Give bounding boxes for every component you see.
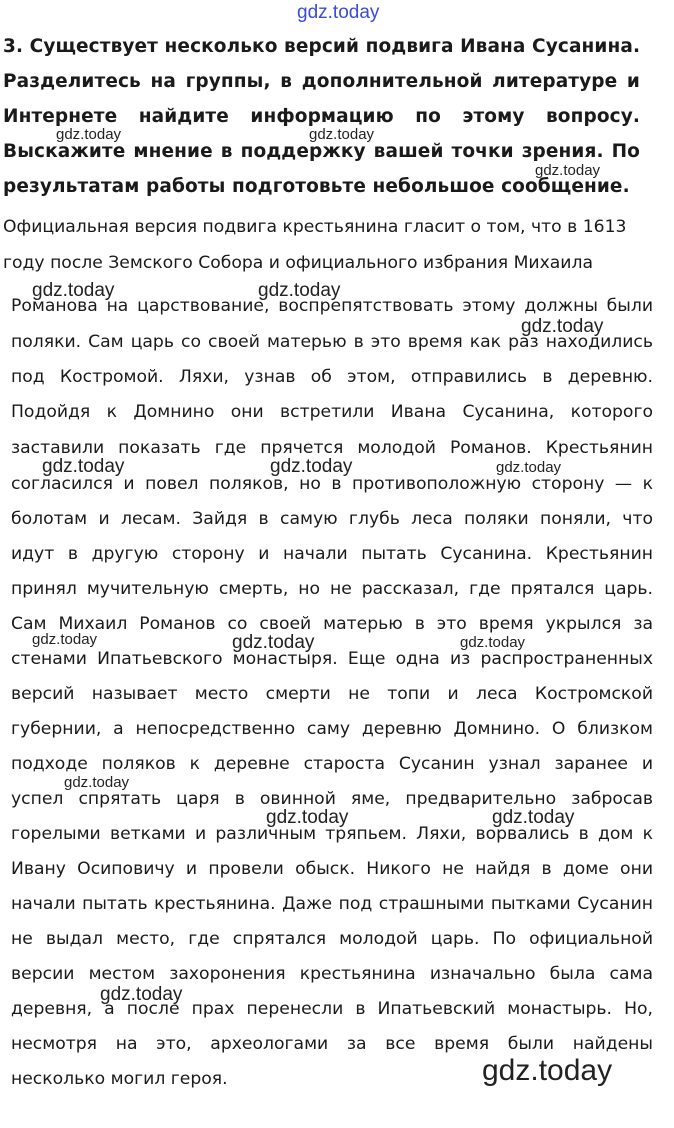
watermark: gdz.today (266, 807, 349, 828)
answer-line: под Костромой. Ляхи, узнав об этом, отправились в деревню. (11, 367, 653, 387)
answer-line: губернии, а непосредственно саму деревню Домнино. О близком (11, 719, 653, 739)
watermark: gdz.today (258, 280, 341, 301)
answer-line: принял мучительную смерть, но не рассказал, где прятался царь. (11, 579, 653, 599)
answer-line: Подойдя к Домнино они встретили Ивана Сусанина, которого (11, 402, 653, 422)
answer-line: горелыми ветками и различным тряпьем. Ляхи, ворвались в дом к (11, 824, 653, 844)
watermark: gdz.today (496, 459, 562, 476)
answer-line: Ивану Осиповичу и провели обыск. Никого не найдя в доме они (11, 859, 653, 879)
answer-line: болотам и лесам. Зайдя в самую глубь леса поляки поняли, что (11, 509, 653, 529)
answer-line: версий называет место смерти не топи и леса Костромской (11, 684, 653, 704)
watermark: gdz.today (535, 162, 601, 179)
answer-line: Сам Михаил Романов со своей матерью в это время укрылся за (11, 614, 653, 634)
watermark: gdz.today (32, 631, 98, 648)
watermark: gdz.today (492, 807, 575, 828)
answer-line: начали пытать крестьянина. Даже под страшными пытками Сусанин (11, 894, 653, 914)
watermark: gdz.today (64, 774, 130, 791)
watermark: gdz.today (270, 456, 353, 477)
answer-line: успел спрятать царя в овинной яме, предварительно забросав (11, 789, 653, 809)
answer-line: Официальная версия подвига крестьянина гласит о том, что в 1613 (3, 217, 627, 237)
answer-line: согласился и повел поляков, но в противоположную сторону — к (11, 474, 653, 494)
watermark: gdz.today (232, 632, 315, 653)
answer-line: несколько могил героя. (11, 1069, 228, 1089)
task-line: Интернете найдите информацию по этому вопросу. (3, 106, 640, 127)
answer-line: подходе поляков к деревне староста Сусанин узнал заранее и (11, 754, 653, 774)
task-line: 3. Существует несколько версий подвига Ивана Сусанина. (3, 36, 641, 57)
watermark: gdz.today (56, 126, 122, 143)
answer-line: поляки. Сам царь со своей матерью в это время как раз находились (11, 332, 653, 352)
answer-line: году после Земского Собора и официального избрания Михаила (3, 253, 593, 273)
watermark-large: gdz.today (482, 1054, 613, 1087)
watermark: gdz.today (32, 280, 115, 301)
task-line: Разделитесь на группы, в дополнительной литературе и (3, 71, 640, 92)
watermark: gdz.today (100, 984, 183, 1005)
answer-line: Романова на царствование, воспрепятствовать этому должны были (11, 296, 653, 316)
answer-line: несмотря на это, археологами за все время были найдены (11, 1034, 653, 1054)
watermark: gdz.today (42, 456, 125, 477)
watermark: gdz.today (309, 126, 375, 143)
answer-line: идут в другую сторону и начали пытать Сусанина. Крестьянин (11, 544, 653, 564)
answer-line: заставили показать где прячется молодой Романов. Крестьянин (11, 438, 653, 458)
answer-line: стенами Ипатьевского монастыря. Еще одна из распространенных (11, 649, 653, 669)
watermark-top: gdz.today (297, 2, 380, 23)
watermark: gdz.today (521, 316, 604, 337)
watermark: gdz.today (460, 634, 526, 651)
answer-line: версии местом захоронения крестьянина изначально была сама (11, 964, 653, 984)
task-line: результатам работы подготовьте небольшое сообщение. (3, 176, 630, 197)
task-line: Выскажите мнение в поддержку вашей точки зрения. По (3, 141, 640, 162)
answer-line: деревня, а после прах перенесли в Ипатьевский монастырь. Но, (11, 999, 653, 1019)
answer-line: не выдал место, где спрятался молодой царь. По официальной (11, 929, 653, 949)
